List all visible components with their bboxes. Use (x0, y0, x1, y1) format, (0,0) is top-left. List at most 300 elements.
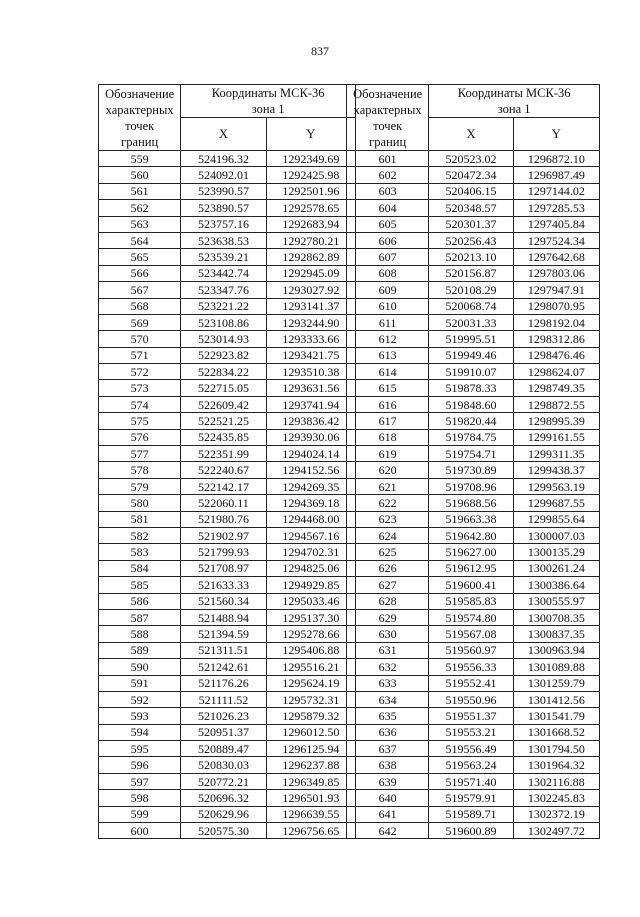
x-coordinate-cell: 521560.34 (181, 593, 266, 609)
x-coordinate-cell: 520213.10 (429, 249, 513, 265)
table-row (99, 167, 356, 183)
point-number-cell: 599 (99, 806, 181, 822)
table-row (99, 216, 356, 232)
table-row (99, 609, 356, 625)
y-coordinate-cell: 1302245.83 (513, 790, 599, 806)
point-number-cell: 603 (347, 183, 429, 199)
y-coordinate-cell: 1302372.19 (513, 806, 599, 822)
x-coordinate-cell: 519585.83 (429, 593, 513, 609)
point-number-cell: 619 (347, 446, 429, 462)
point-number-cell: 586 (99, 593, 181, 609)
x-coordinate-cell: 523539.21 (181, 249, 266, 265)
table-row (99, 347, 356, 363)
table-row (347, 675, 600, 691)
x-coordinate-cell: 519600.89 (429, 823, 513, 839)
y-coordinate-cell: 1298192.04 (513, 314, 599, 330)
x-coordinate-cell: 519995.51 (429, 331, 513, 347)
table-row (99, 314, 356, 330)
point-designation-header: Обозначение характерных точек границ (99, 85, 181, 151)
page-number: 837 (311, 44, 329, 58)
table-row (347, 790, 600, 806)
y-coordinate-cell: 1302497.72 (513, 823, 599, 839)
x-coordinate-cell: 519730.89 (429, 462, 513, 478)
table-row (99, 823, 356, 839)
point-number-cell: 596 (99, 757, 181, 773)
x-column-header: X (181, 118, 266, 151)
point-number-cell: 612 (347, 331, 429, 347)
point-number-cell: 610 (347, 298, 429, 314)
y-coordinate-cell: 1299161.55 (513, 429, 599, 445)
point-number-cell: 604 (347, 200, 429, 216)
table-row (99, 380, 356, 396)
x-coordinate-cell: 520406.15 (429, 183, 513, 199)
point-number-cell: 581 (99, 511, 181, 527)
x-coordinate-cell: 519550.96 (429, 691, 513, 707)
y-coordinate-cell: 1301089.88 (513, 659, 599, 675)
y-coordinate-cell: 1299311.35 (513, 446, 599, 462)
y-coordinate-cell: 1298070.95 (513, 298, 599, 314)
y-coordinate-cell: 1300386.64 (513, 577, 599, 593)
x-coordinate-cell: 520108.29 (429, 282, 513, 298)
point-number-cell: 598 (99, 790, 181, 806)
point-number-cell: 588 (99, 626, 181, 642)
point-number-cell: 571 (99, 347, 181, 363)
y-coordinate-cell: 1296125.94 (266, 741, 355, 757)
point-number-cell: 564 (99, 232, 181, 248)
table-row (347, 593, 600, 609)
x-coordinate-cell: 522435.85 (181, 429, 266, 445)
coordinate-system-header: Координаты МСК-36 зона 1 (429, 85, 600, 118)
y-coordinate-cell: 1293244.90 (266, 314, 355, 330)
point-number-cell: 602 (347, 167, 429, 183)
table-row (347, 380, 600, 396)
table-row (99, 544, 356, 560)
y-coordinate-cell: 1292578.65 (266, 200, 355, 216)
x-coordinate-cell: 522923.82 (181, 347, 266, 363)
y-coordinate-cell: 1294929.85 (266, 577, 355, 593)
y-coordinate-cell: 1295406.88 (266, 642, 355, 658)
y-coordinate-cell: 1294567.16 (266, 527, 355, 543)
x-coordinate-cell: 520523.02 (429, 151, 513, 167)
x-coordinate-cell: 519589.71 (429, 806, 513, 822)
point-number-cell: 559 (99, 151, 181, 167)
table-row (99, 773, 356, 789)
point-number-cell: 600 (99, 823, 181, 839)
y-coordinate-cell: 1292945.09 (266, 265, 355, 281)
y-coordinate-cell: 1296012.50 (266, 724, 355, 740)
y-coordinate-cell: 1299438.37 (513, 462, 599, 478)
point-number-cell: 590 (99, 659, 181, 675)
point-number-cell: 642 (347, 823, 429, 839)
y-coordinate-cell: 1293333.66 (266, 331, 355, 347)
x-coordinate-cell: 524196.32 (181, 151, 266, 167)
point-number-cell: 611 (347, 314, 429, 330)
table-row (99, 183, 356, 199)
table-row (99, 298, 356, 314)
x-coordinate-cell: 519567.08 (429, 626, 513, 642)
table-row (99, 200, 356, 216)
y-coordinate-cell: 1292425.98 (266, 167, 355, 183)
x-coordinate-cell: 523014.93 (181, 331, 266, 347)
point-number-cell: 574 (99, 396, 181, 412)
table-row (99, 429, 356, 445)
x-coordinate-cell: 521026.23 (181, 708, 266, 724)
x-coordinate-cell: 519627.00 (429, 544, 513, 560)
point-number-cell: 593 (99, 708, 181, 724)
y-coordinate-cell: 1297285.53 (513, 200, 599, 216)
x-coordinate-cell: 519784.75 (429, 429, 513, 445)
table-row (347, 265, 600, 281)
point-number-cell: 638 (347, 757, 429, 773)
y-coordinate-cell: 1295624.19 (266, 675, 355, 691)
y-coordinate-cell: 1296639.55 (266, 806, 355, 822)
point-number-cell: 614 (347, 364, 429, 380)
y-coordinate-cell: 1293421.75 (266, 347, 355, 363)
y-column-header: Y (266, 118, 355, 151)
y-coordinate-cell: 1295278.66 (266, 626, 355, 642)
table-row (347, 249, 600, 265)
table-row (347, 806, 600, 822)
table-body-right (347, 151, 600, 839)
point-number-cell: 562 (99, 200, 181, 216)
point-number-cell: 613 (347, 347, 429, 363)
point-number-cell: 615 (347, 380, 429, 396)
x-coordinate-cell: 520696.32 (181, 790, 266, 806)
y-coordinate-cell: 1297524.34 (513, 232, 599, 248)
table-row (347, 314, 600, 330)
table-row (99, 462, 356, 478)
table-row (99, 642, 356, 658)
table-row (347, 560, 600, 576)
table-row (99, 790, 356, 806)
coordinate-system-header: Координаты МСК-36 зона 1 (181, 85, 356, 118)
point-number-cell: 579 (99, 478, 181, 494)
table-row (347, 167, 600, 183)
x-coordinate-cell: 519571.40 (429, 773, 513, 789)
y-coordinate-cell: 1298995.39 (513, 413, 599, 429)
x-coordinate-cell: 520951.37 (181, 724, 266, 740)
y-coordinate-cell: 1297144.02 (513, 183, 599, 199)
x-coordinate-cell: 522060.11 (181, 495, 266, 511)
table-row (347, 659, 600, 675)
table-row (347, 511, 600, 527)
point-number-cell: 616 (347, 396, 429, 412)
point-number-cell: 635 (347, 708, 429, 724)
y-coordinate-cell: 1298624.07 (513, 364, 599, 380)
x-coordinate-cell: 522240.67 (181, 462, 266, 478)
table-row (347, 544, 600, 560)
coordinates-table-left (98, 84, 356, 839)
table-row (347, 364, 600, 380)
y-coordinate-cell: 1293631.56 (266, 380, 355, 396)
x-coordinate-cell: 519612.95 (429, 560, 513, 576)
y-coordinate-cell: 1296872.10 (513, 151, 599, 167)
point-number-cell: 565 (99, 249, 181, 265)
y-coordinate-cell: 1293741.94 (266, 396, 355, 412)
y-coordinate-cell: 1293510.38 (266, 364, 355, 380)
x-coordinate-cell: 521311.51 (181, 642, 266, 658)
x-coordinate-cell: 521633.33 (181, 577, 266, 593)
table-row (347, 577, 600, 593)
table-row (99, 265, 356, 281)
y-coordinate-cell: 1300007.03 (513, 527, 599, 543)
point-number-cell: 572 (99, 364, 181, 380)
point-number-cell: 637 (347, 741, 429, 757)
y-coordinate-cell: 1301412.56 (513, 691, 599, 707)
y-coordinate-cell: 1298872.55 (513, 396, 599, 412)
y-coordinate-cell: 1296501.93 (266, 790, 355, 806)
x-coordinate-cell: 519556.33 (429, 659, 513, 675)
y-coordinate-cell: 1297947.91 (513, 282, 599, 298)
table-row (347, 478, 600, 494)
table-row (99, 691, 356, 707)
table-row (347, 691, 600, 707)
x-coordinate-cell: 519560.97 (429, 642, 513, 658)
y-coordinate-cell: 1300261.24 (513, 560, 599, 576)
y-coordinate-cell: 1296756.65 (266, 823, 355, 839)
table-row (99, 757, 356, 773)
point-number-cell: 636 (347, 724, 429, 740)
y-coordinate-cell: 1292780.21 (266, 232, 355, 248)
x-coordinate-cell: 522715.05 (181, 380, 266, 396)
x-coordinate-cell: 520575.30 (181, 823, 266, 839)
point-number-cell: 618 (347, 429, 429, 445)
x-coordinate-cell: 523890.57 (181, 200, 266, 216)
table-row (347, 282, 600, 298)
point-number-cell: 591 (99, 675, 181, 691)
table-row (347, 298, 600, 314)
point-number-cell: 625 (347, 544, 429, 560)
table-row (99, 741, 356, 757)
table-row (99, 331, 356, 347)
table-row (99, 675, 356, 691)
y-coordinate-cell: 1298476.46 (513, 347, 599, 363)
point-number-cell: 632 (347, 659, 429, 675)
point-number-cell: 601 (347, 151, 429, 167)
y-coordinate-cell: 1293027.92 (266, 282, 355, 298)
table-row (347, 216, 600, 232)
y-coordinate-cell: 1299563.19 (513, 478, 599, 494)
table-row (347, 757, 600, 773)
x-coordinate-cell: 519708.96 (429, 478, 513, 494)
table-row (347, 495, 600, 511)
x-coordinate-cell: 521902.97 (181, 527, 266, 543)
point-number-cell: 640 (347, 790, 429, 806)
point-number-cell: 589 (99, 642, 181, 658)
y-coordinate-cell: 1298312.86 (513, 331, 599, 347)
y-coordinate-cell: 1296237.88 (266, 757, 355, 773)
y-coordinate-cell: 1297405.84 (513, 216, 599, 232)
x-coordinate-cell: 520031.33 (429, 314, 513, 330)
table-row (347, 347, 600, 363)
point-number-cell: 639 (347, 773, 429, 789)
x-coordinate-cell: 519600.41 (429, 577, 513, 593)
point-number-cell: 582 (99, 527, 181, 543)
table-row (99, 446, 356, 462)
y-coordinate-cell: 1301668.52 (513, 724, 599, 740)
table-row (99, 282, 356, 298)
table-row (347, 183, 600, 199)
x-coordinate-cell: 524092.01 (181, 167, 266, 183)
point-number-cell: 629 (347, 609, 429, 625)
y-coordinate-cell: 1294702.31 (266, 544, 355, 560)
y-coordinate-cell: 1294369.18 (266, 495, 355, 511)
x-coordinate-cell: 519556.49 (429, 741, 513, 757)
point-number-cell: 567 (99, 282, 181, 298)
point-number-cell: 587 (99, 609, 181, 625)
table-row (99, 151, 356, 167)
table-row (99, 527, 356, 543)
table-row (99, 724, 356, 740)
table-row (347, 396, 600, 412)
point-number-cell: 622 (347, 495, 429, 511)
point-number-cell: 576 (99, 429, 181, 445)
point-number-cell: 606 (347, 232, 429, 248)
y-coordinate-cell: 1295879.32 (266, 708, 355, 724)
x-coordinate-cell: 519553.21 (429, 724, 513, 740)
y-coordinate-cell: 1300708.35 (513, 609, 599, 625)
x-coordinate-cell: 523347.76 (181, 282, 266, 298)
x-coordinate-cell: 520830.03 (181, 757, 266, 773)
point-number-cell: 605 (347, 216, 429, 232)
y-coordinate-cell: 1293836.42 (266, 413, 355, 429)
y-coordinate-cell: 1299855.64 (513, 511, 599, 527)
x-coordinate-cell: 523108.86 (181, 314, 266, 330)
x-coordinate-cell: 520472.34 (429, 167, 513, 183)
point-number-cell: 634 (347, 691, 429, 707)
point-number-cell: 592 (99, 691, 181, 707)
y-coordinate-cell: 1300135.29 (513, 544, 599, 560)
point-number-cell: 627 (347, 577, 429, 593)
x-coordinate-cell: 521176.26 (181, 675, 266, 691)
y-coordinate-cell: 1294825.06 (266, 560, 355, 576)
coordinates-table-right (346, 84, 600, 839)
y-coordinate-cell: 1292862.89 (266, 249, 355, 265)
point-designation-header: Обозначение характерных точек границ (347, 85, 429, 151)
x-coordinate-cell: 523757.16 (181, 216, 266, 232)
x-coordinate-cell: 520348.57 (429, 200, 513, 216)
point-number-cell: 570 (99, 331, 181, 347)
y-coordinate-cell: 1295516.21 (266, 659, 355, 675)
y-coordinate-cell: 1297803.06 (513, 265, 599, 281)
point-number-cell: 597 (99, 773, 181, 789)
point-number-cell: 578 (99, 462, 181, 478)
y-coordinate-cell: 1302116.88 (513, 773, 599, 789)
point-number-cell: 577 (99, 446, 181, 462)
table-row (347, 724, 600, 740)
table-row (347, 151, 600, 167)
table-row (99, 232, 356, 248)
point-number-cell: 607 (347, 249, 429, 265)
point-number-cell: 569 (99, 314, 181, 330)
table-row (347, 823, 600, 839)
table-row (347, 708, 600, 724)
x-coordinate-cell: 520068.74 (429, 298, 513, 314)
x-coordinate-cell: 522351.99 (181, 446, 266, 462)
point-number-cell: 620 (347, 462, 429, 478)
x-coordinate-cell: 520772.21 (181, 773, 266, 789)
x-coordinate-cell: 520301.37 (429, 216, 513, 232)
y-coordinate-cell: 1296349.85 (266, 773, 355, 789)
table-body-left (99, 151, 356, 839)
table-row (99, 560, 356, 576)
y-coordinate-cell: 1301259.79 (513, 675, 599, 691)
x-coordinate-cell: 519910.07 (429, 364, 513, 380)
point-number-cell: 626 (347, 560, 429, 576)
x-coordinate-cell: 522142.17 (181, 478, 266, 494)
y-coordinate-cell: 1293930.06 (266, 429, 355, 445)
table-row (99, 364, 356, 380)
point-number-cell: 621 (347, 478, 429, 494)
point-number-cell: 628 (347, 593, 429, 609)
table-row (99, 593, 356, 609)
x-coordinate-cell: 520629.96 (181, 806, 266, 822)
y-coordinate-cell: 1300837.35 (513, 626, 599, 642)
y-coordinate-cell: 1295033.46 (266, 593, 355, 609)
table-row (347, 741, 600, 757)
point-number-cell: 609 (347, 282, 429, 298)
x-coordinate-cell: 521980.76 (181, 511, 266, 527)
y-coordinate-cell: 1295137.30 (266, 609, 355, 625)
x-coordinate-cell: 523638.53 (181, 232, 266, 248)
x-coordinate-cell: 519551.37 (429, 708, 513, 724)
table-row (347, 642, 600, 658)
point-number-cell: 641 (347, 806, 429, 822)
point-number-cell: 595 (99, 741, 181, 757)
table-row (99, 511, 356, 527)
x-coordinate-cell: 519754.71 (429, 446, 513, 462)
point-number-cell: 617 (347, 413, 429, 429)
table-row (347, 773, 600, 789)
table-row (99, 659, 356, 675)
point-number-cell: 623 (347, 511, 429, 527)
y-coordinate-cell: 1297642.68 (513, 249, 599, 265)
table-row (99, 708, 356, 724)
table-row (347, 429, 600, 445)
y-coordinate-cell: 1293141.37 (266, 298, 355, 314)
x-coordinate-cell: 519820.44 (429, 413, 513, 429)
x-coordinate-cell: 521488.94 (181, 609, 266, 625)
table-row (347, 232, 600, 248)
x-coordinate-cell: 522521.25 (181, 413, 266, 429)
y-coordinate-cell: 1295732.31 (266, 691, 355, 707)
y-coordinate-cell: 1299687.55 (513, 495, 599, 511)
table-row (99, 396, 356, 412)
point-number-cell: 633 (347, 675, 429, 691)
point-number-cell: 624 (347, 527, 429, 543)
table-row (347, 200, 600, 216)
x-coordinate-cell: 519574.80 (429, 609, 513, 625)
x-coordinate-cell: 523442.74 (181, 265, 266, 281)
x-coordinate-cell: 522834.22 (181, 364, 266, 380)
y-coordinate-cell: 1294269.35 (266, 478, 355, 494)
table-row (347, 413, 600, 429)
table-row (347, 609, 600, 625)
y-coordinate-cell: 1301964.32 (513, 757, 599, 773)
y-coordinate-cell: 1300555.97 (513, 593, 599, 609)
table-row (99, 249, 356, 265)
table-row (99, 577, 356, 593)
x-coordinate-cell: 519949.46 (429, 347, 513, 363)
x-coordinate-cell: 519563.24 (429, 757, 513, 773)
table-row (347, 626, 600, 642)
point-number-cell: 566 (99, 265, 181, 281)
y-coordinate-cell: 1296987.49 (513, 167, 599, 183)
x-coordinate-cell: 521394.59 (181, 626, 266, 642)
x-coordinate-cell: 521799.93 (181, 544, 266, 560)
x-coordinate-cell: 523990.57 (181, 183, 266, 199)
point-number-cell: 594 (99, 724, 181, 740)
